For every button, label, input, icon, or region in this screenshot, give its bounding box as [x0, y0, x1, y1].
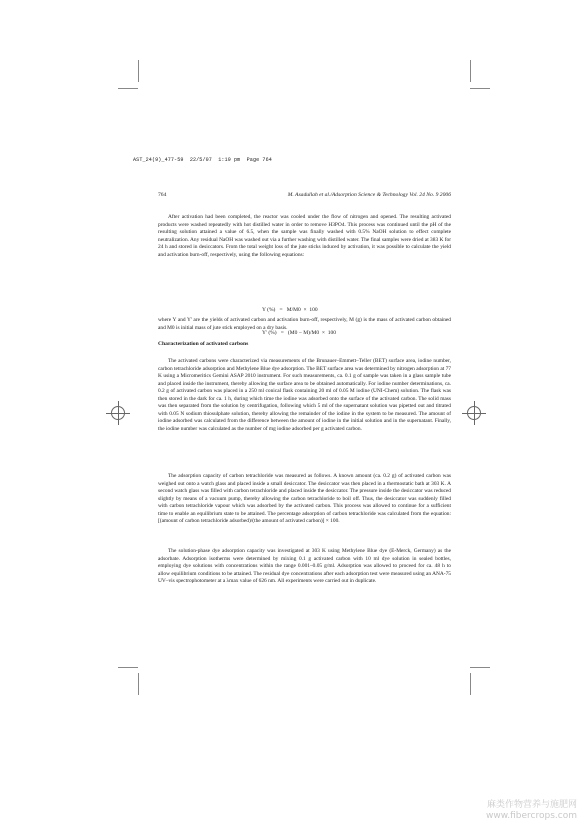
paragraph-5: [158, 548, 451, 586]
section-heading: Characterization of activated carbons: [158, 341, 249, 347]
crop-mark: [118, 88, 138, 89]
paragraph-text: The activated carbons were characterized via measurements of the Brunauer–Emmett–Teller (BET) surface area, iodine number, carbon tetrachloride adsorption and Methylene Blue dye adsorption. The BET surface area was determined by nitrogen adsorption at 77 K using a Micromeritics Gemini ASAP 2010 instrument. For such measurements, ca. 0.1 g of sample was taken in a glass sample tube and placed inside the instrument, thereby allowing the surface area to be obtained automatically. For iodine number determinations, ca. 0.2 g of activated carbon was placed in a 250 ml conical flask containing 20 ml of 0.05 M iodine (UNI-Chem) solution. The flask was then stored in the dark for ca. 1 h, during which time the iodine was adsorbed onto the surface of the activated carbon. The solid mass was then separated from the solution by centrifugation, following which 5 ml of the supernatant solution was pipetted out and titrated with 0.05 N sodium thiosulphate solution, thereby allowing the remainder of the iodine in the system to be measured. The amount of iodine adsorbed was calculated from the difference between the amount of iodine in the initial solution and in the supernatant. Finally, the iodine number was calculated as the number of mg iodine adsorbed per g activated carbon.: [158, 358, 451, 432]
paragraph-text: After activation had been completed, the reactor was cooled under the flow of nitrogen and opened. The resulting activated products were washed repeatedly with hot distilled water in order to remove H3PO4. This process was continued until the pH of the resulting solution attained a value of 6.5, when the sample was finally washed with 0.5% NaOH solution to effect complete neutralization. Any residual NaOH was washed out via a further washing with distilled water. The final samples were dried at 383 K for 24 h and stored in desiccators. From the total weight loss of the jute sticks induced by activation, it was possible to calculate the yield and activation burn-off, respectively, using the following equations:: [158, 214, 452, 258]
crop-mark: [470, 667, 490, 668]
print-slug: AST_24(9)_477-59 22/5/07 1:19 pm Page 764: [133, 157, 272, 163]
page-number: 764: [158, 192, 167, 198]
paragraph-text: where Y and Y' are the yields of activated carbon and activation burn-off, respectively, M (g) is the mass of activated carbon obtained and M0 is initial mass of jute stick employed on a dry basis.: [158, 317, 451, 331]
crop-mark: [138, 673, 139, 695]
equation-yield: Y (%) = M/M0 × 100: [262, 307, 318, 314]
crop-mark: [138, 60, 139, 82]
watermark-url: www.fibercrops.com: [486, 811, 577, 821]
paragraph-text: The adsorption capacity of carbon tetrachloride was measured as follows. A known amount (ca. 0.2 g) of activated carbon was weighed out onto a watch glass and placed inside a small desiccator. The desiccator was then placed in a thermostatic bath at 303 K. A second watch glass was filled with carbon tetrachloride and placed inside the desiccator. The pressure inside the desiccator was reduced slightly by means of a vacuum pump, thereby allowing the carbon tetrachloride to boil off. Thus, the desiccator was suddenly filled with carbon tetrachloride vapour which was adsorbed by the activated carbon. This process was allowed to continue for a sufficient time to enable an equilibrium state to be attained. The percentage adsorption of carbon tetrachloride was calculated from the equation: [(amount of carbon tetrachloride adsorbed)/(the amount of activated carbon)] × 100.: [158, 473, 451, 525]
paragraph-1: [158, 214, 451, 259]
watermark-cn: 麻类作物营养与施肥网: [486, 800, 577, 810]
paragraph-4: [158, 473, 451, 526]
paragraph-3: [158, 358, 451, 433]
crop-mark: [470, 60, 471, 82]
crop-mark: [470, 88, 490, 89]
registration-mark-icon: [467, 406, 481, 420]
journal-citation: M. Asadullah et al./Adsorption Science & Technology Vol. 24 No. 9 2006: [287, 192, 451, 198]
equation-burn-off: Y' (%) = (M0 − M)/M0 × 100: [262, 329, 337, 336]
watermark: [486, 800, 577, 822]
crop-mark: [470, 673, 471, 695]
paragraph-2: [158, 317, 451, 332]
paragraph-text: The solution-phase dye adsorption capacity was investigated at 303 K using Methylene Blue dye (E-Merck, Germany) as the adsorbate. Adsorption isotherms were determined by mixing 0.1 g activated carbon with 10 ml dye solution in sealed bottles, employing dye solutions with concentrations within the range 0.001–0.05 g/ml. Adsorption was allowed to proceed for ca. 48 h to allow equilibrium conditions to be attained. The residual dye concentrations after each adsorption test were measured using an ANA-75 UV–vis spectrophotometer at a λmax value of 626 nm. All experiments were carried out in duplicate.: [158, 548, 451, 585]
crop-mark: [118, 667, 138, 668]
registration-mark-icon: [111, 406, 125, 420]
